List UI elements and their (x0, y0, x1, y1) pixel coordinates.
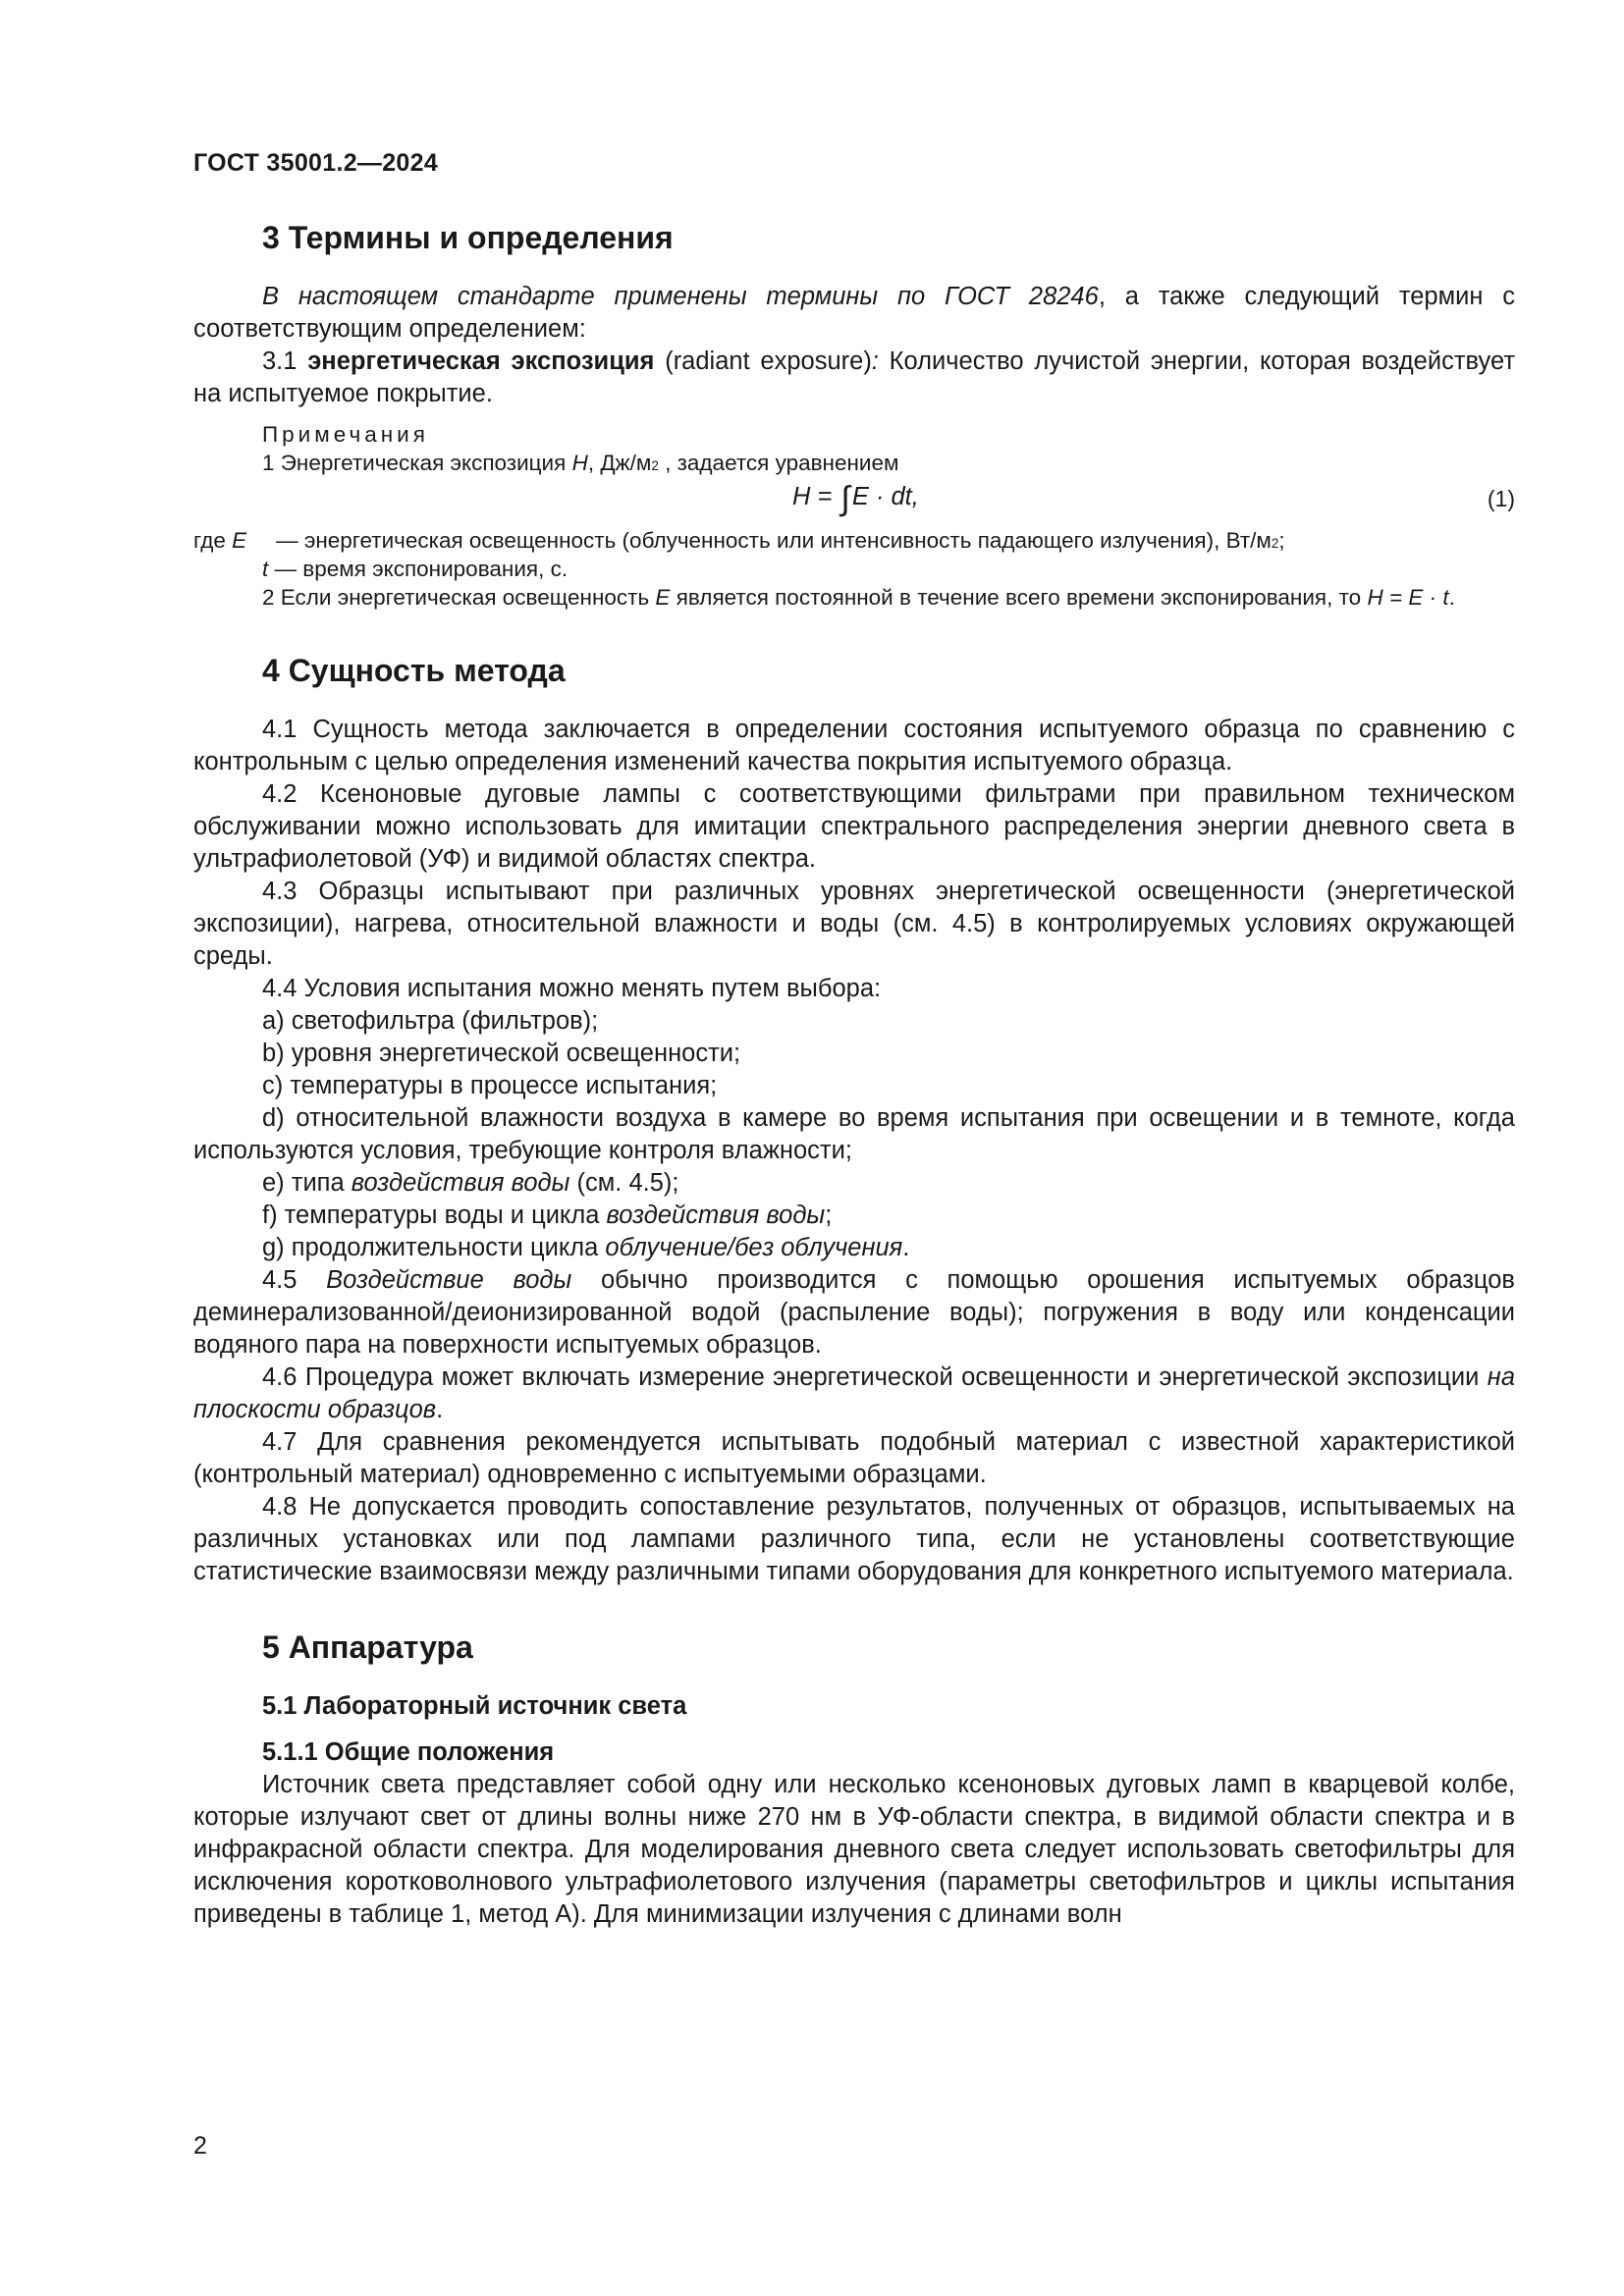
subsection-5-1-1-title: 5.1.1 Общие положения (262, 1738, 555, 1766)
note-1-text-a: 1 Энергетическая экспозиция (262, 451, 572, 475)
page-number: 2 (193, 2132, 207, 2160)
formula-rhs: E · dt, (851, 483, 919, 510)
note-2-formula: H = E · t (1367, 585, 1449, 610)
note-2-end: . (1448, 585, 1455, 610)
note-1-symbol-h: H (571, 451, 588, 475)
where-t-text: — время экспонирования, с. (268, 557, 568, 581)
note-2-text-a: 2 Если энергетическая освещенность (262, 585, 656, 610)
para-4-7: 4.7 Для сравнения рекомендуется испытывать подобный материал с известной характеристикой (контрольный материал) одновременно с испытуемыми образцами. (193, 1428, 1515, 1488)
para-5-1-1: Источник света представляет собой одну или несколько ксеноновых дуговых ламп в кварцевой колбе, которые излучают свет от длины волны ниже 270 нм в УФ-области спектра, в видимой области спектра и в инфракрасной области спектра. Для моделирования дневного света следует использовать светофильтры для исключения коротковолнового ультрафиолетового излучения (параметры светофильтров и циклы испытания приведены в таблице 1, метод А). Для минимизации излучения с длинами волн (193, 1771, 1515, 1928)
note-1-text-b: , Дж/м (587, 451, 652, 475)
item-f-italic: воздействия воды (606, 1201, 826, 1229)
para-4-1: 4.1 Сущность метода заключается в определении состояния испытуемого образца по сравнению с контрольным с целью определения изменений качества покрытия испытуемого образца. (193, 716, 1515, 775)
subsection-5-1-title: 5.1 Лабораторный источник света (262, 1692, 687, 1720)
section-4-title: 4 Сущность метода (262, 653, 566, 688)
item-e-text-a: e) типа (262, 1169, 352, 1197)
note-2-text-b: является постоянной в течение всего времени экспонирования, то (670, 585, 1368, 610)
where-e (193, 526, 1515, 555)
formula-1 (792, 480, 919, 517)
para-4-6-italic: на плоскости образцов (193, 1363, 1515, 1423)
note-2 (193, 583, 1515, 612)
page-content (193, 218, 1515, 1931)
note-2-symbol-e: E (655, 585, 671, 610)
section-5-title: 5 Аппаратура (262, 1629, 473, 1665)
document-code: ГОСТ 35001.2—2024 (193, 149, 439, 177)
note-1-superscript: 2 (651, 458, 659, 473)
formula-number: (1) (1487, 486, 1515, 511)
where-t-symbol: t (262, 557, 269, 581)
para-4-3: 4.3 Образцы испытывают при различных уровнях энергетической освещенности (энергетической экспозиции), нагрева, относительной влажности и воды (см. 4.5) в контролируемых условиях окружающей среды. (193, 878, 1515, 970)
item-e-italic: воздействия воды (351, 1169, 570, 1197)
para-4-5-num: 4.5 (262, 1266, 327, 1294)
formula-lhs: H = (792, 483, 833, 510)
list-item-f (193, 1200, 1515, 1232)
term-english: (radiant exposure) (654, 347, 872, 375)
item-e-text-b: (см. 4.5); (569, 1169, 679, 1197)
intro-italic: В настоящем стандарте применены термины по ГОСТ 28246 (262, 283, 1099, 310)
term-3-1 (193, 346, 1515, 410)
section-3-intro (193, 281, 1515, 346)
note-1-text-c: , задается уравнением (658, 451, 899, 475)
para-4-5 (193, 1264, 1515, 1362)
item-f-text-b: ; (825, 1201, 833, 1229)
para-4-8: 4.8 Не допускается проводить сопоставление результатов, полученных от образцов, испытываемых на различных установках или под лампами различного типа, если не установлены соответствующие статистические взаимосвязи между различными типами оборудования для конкретного испытуемого материала. (193, 1493, 1515, 1585)
para-4-5-text: обычно производится с помощью орошения испытуемых образцов деминерализованной/деионизированной водой (распыление воды); погружения в воду или конденсации водяного пара на поверхности испытуемых образцов. (193, 1266, 1515, 1359)
notes-heading-text: Примечания (262, 422, 429, 447)
para-4-6-end: . (436, 1396, 444, 1423)
where-e-end: ; (1278, 528, 1285, 553)
item-f-text-a: f) температуры воды и цикла (262, 1201, 607, 1229)
para-4-2: 4.2 Ксеноновые дуговые лампы с соответствующими фильтрами при правильном техническом обслуживании можно использовать для имитации спектрального распределения энергии дневного света в ультрафиолетовой (УФ) и видимой областях спектра. (193, 780, 1515, 873)
list-item-c: c) температуры в процессе испытания; (262, 1072, 718, 1099)
para-4-4: 4.4 Условия испытания можно менять путем выбора: (262, 975, 882, 1002)
list-item-a: a) светофильтра (фильтров); (262, 1007, 599, 1035)
item-g-italic: облучение/без облучения (605, 1234, 903, 1261)
para-4-6 (193, 1362, 1515, 1426)
list-item-d: d) относительной влажности воздуха в камере во время испытания при освещении и в темноте, когда используются условия, требующие контроля влажности; (193, 1104, 1515, 1164)
term-definition: Количество лучистой энергии, которая воздействует на испытуемое покрытие. (193, 347, 1516, 407)
term-colon: : (871, 347, 879, 375)
list-item-g (193, 1232, 1515, 1264)
where-e-symbol: E (232, 528, 247, 553)
list-item-e (193, 1167, 1515, 1200)
item-g-text-b: . (902, 1234, 910, 1261)
para-4-5-italic: Воздействие воды (326, 1266, 572, 1294)
notes-heading (193, 420, 1515, 449)
note-1 (193, 449, 1515, 477)
notes-block (193, 420, 1515, 612)
term-name: энергетическая экспозиция (307, 347, 655, 375)
where-e-superscript: 2 (1271, 536, 1279, 551)
where-e-text: — энергетическая освещенность (облученность или интенсивность падающего излучения), Вт/м (276, 528, 1272, 553)
integral-sign: ∫ (840, 480, 850, 517)
where-t (193, 555, 1515, 583)
section-3-title: 3 Термины и определения (262, 220, 674, 255)
formula-row (193, 477, 1515, 526)
intro-rest: , а также следующий термин с соответствующим определением: (193, 283, 1516, 343)
item-g-text-a: g) продолжительности цикла (262, 1234, 606, 1261)
para-4-6-text: 4.6 Процедура может включать измерение энергетической освещенности и энергетической экспозиции (262, 1363, 1488, 1391)
where-prefix: где (193, 528, 233, 553)
list-item-b: b) уровня энергетической освещенности; (262, 1040, 741, 1067)
term-number: 3.1 (262, 347, 308, 375)
